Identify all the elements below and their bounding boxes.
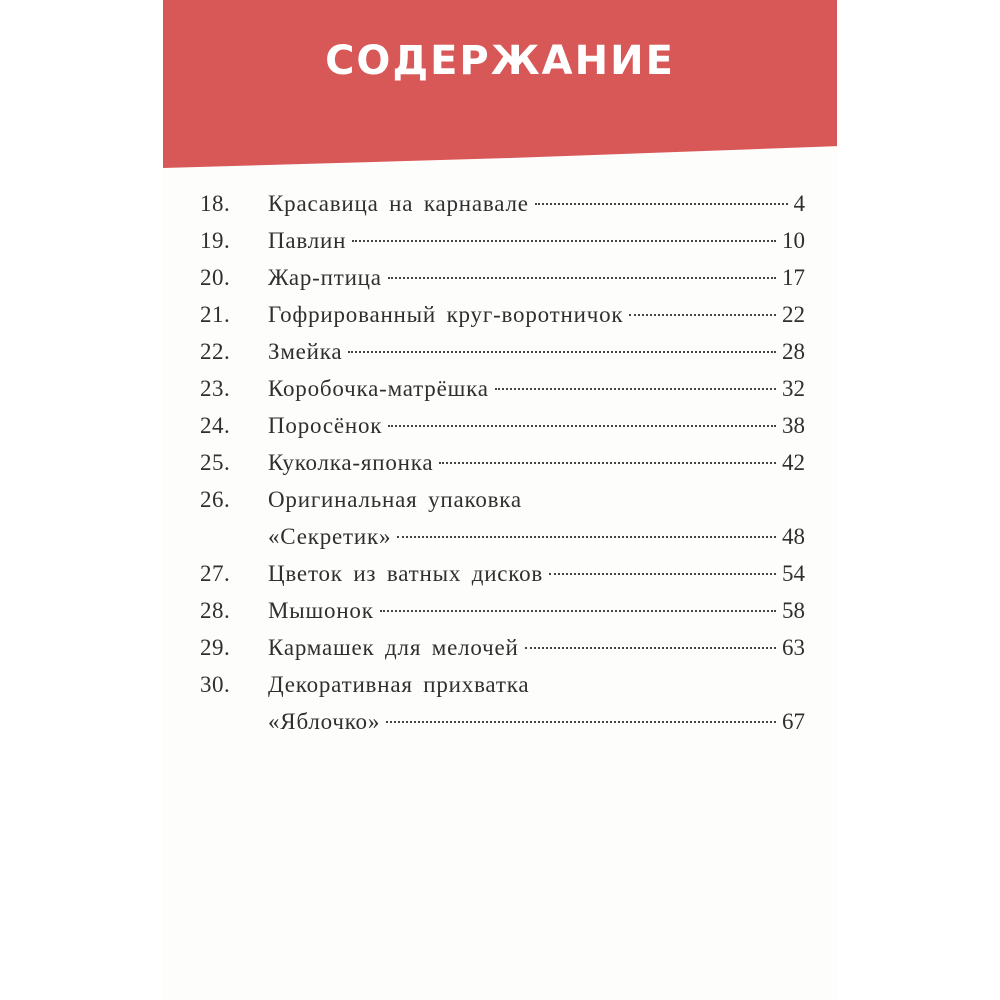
toc-entry-title: Змейка [268,339,343,364]
header-band [163,0,837,168]
toc-entry-line [200,592,805,629]
toc-entry [200,296,805,333]
toc-entry-number: 26. [200,487,231,512]
toc-entry [200,592,805,629]
toc-entry-line [200,222,805,259]
toc-entry-page-number: 17 [782,265,805,290]
dot-leader [439,462,776,464]
toc-entry-page-number: 4 [793,191,805,216]
toc-entry-number: 22. [200,339,231,364]
toc-entry-line [200,185,805,222]
toc-entry-title: «Яблочко» [268,709,381,734]
toc-entry [200,370,805,407]
toc-entry [200,629,805,666]
toc-entry-page-number: 38 [782,413,805,438]
toc-entry-line [200,518,805,555]
toc-entry-title: Жар-птица [268,265,382,290]
dot-leader [348,351,776,353]
toc-entry-title: Кармашек для мелочей [268,635,519,660]
dot-leader [495,388,776,390]
toc-entry-page-number: 22 [782,302,805,327]
toc-entry-line [200,703,805,740]
toc-entry-number: 25. [200,450,231,475]
toc-entry-line [200,259,805,296]
dot-leader [535,203,788,205]
toc-entry-title: Декоративная прихватка [268,672,530,697]
toc-entry [200,481,805,555]
toc-entry-page-number: 10 [782,228,805,253]
toc-entry [200,555,805,592]
toc-entry-page-number: 54 [782,561,805,586]
dot-leader [549,573,776,575]
toc-entry-line [200,370,805,407]
toc-entry-title: «Секретик» [268,524,392,549]
toc-entry [200,222,805,259]
toc-entry [200,666,805,740]
toc-entry [200,185,805,222]
toc-entry-line [200,629,805,666]
dot-leader [388,425,776,427]
toc-entry-number: 23. [200,376,231,401]
toc-entry-number: 21. [200,302,231,327]
toc-entry-title: Мышонок [268,598,374,623]
toc-entry-page-number: 48 [782,524,805,549]
toc-entry [200,444,805,481]
toc-entry [200,333,805,370]
toc-entry-line [200,296,805,333]
toc-entry-title: Цветок из ватных дисков [268,561,544,586]
toc-entry [200,259,805,296]
dot-leader [388,277,776,279]
toc-entry-number: 24. [200,413,231,438]
toc-entry-title: Куколка-японка [268,450,434,475]
toc-entry-page-number: 28 [782,339,805,364]
toc-entry-page-number: 58 [782,598,805,623]
toc-entry-line [200,407,805,444]
toc-entry-page-number: 32 [782,376,805,401]
toc-entry-title: Павлин [268,228,347,253]
toc-entry-number: 20. [200,265,231,290]
toc-entry-title: Поросёнок [268,413,383,438]
dot-leader [525,647,776,649]
toc-entry-title: Гофрированный круг-воротничок [268,302,624,327]
toc-entry-title: Коробочка-матрёшка [268,376,489,401]
toc-entry-number: 29. [200,635,231,660]
dot-leader [397,536,776,538]
page-title: СОДЕРЖАНИЕ [325,38,675,84]
toc-entry-line [200,444,805,481]
toc-entry-page-number: 63 [782,635,805,660]
dot-leader [629,314,776,316]
dot-leader [352,240,776,242]
table-of-contents [200,185,805,740]
dot-leader [380,610,776,612]
toc-entry-line [200,555,805,592]
toc-entry-title: Красавица на карнавале [268,191,529,216]
toc-entry-line [200,333,805,370]
toc-entry-page-number: 42 [782,450,805,475]
toc-entry-line [200,666,805,703]
toc-entry-number: 18. [200,191,231,216]
toc-entry-title: Оригинальная упаковка [268,487,522,512]
toc-entry-number: 19. [200,228,231,253]
toc-entry [200,407,805,444]
toc-entry-number: 27. [200,561,231,586]
toc-entry-line [200,481,805,518]
toc-entry-number: 28. [200,598,231,623]
toc-entry-page-number: 67 [782,709,805,734]
dot-leader [386,721,776,723]
toc-entry-number: 30. [200,672,231,697]
